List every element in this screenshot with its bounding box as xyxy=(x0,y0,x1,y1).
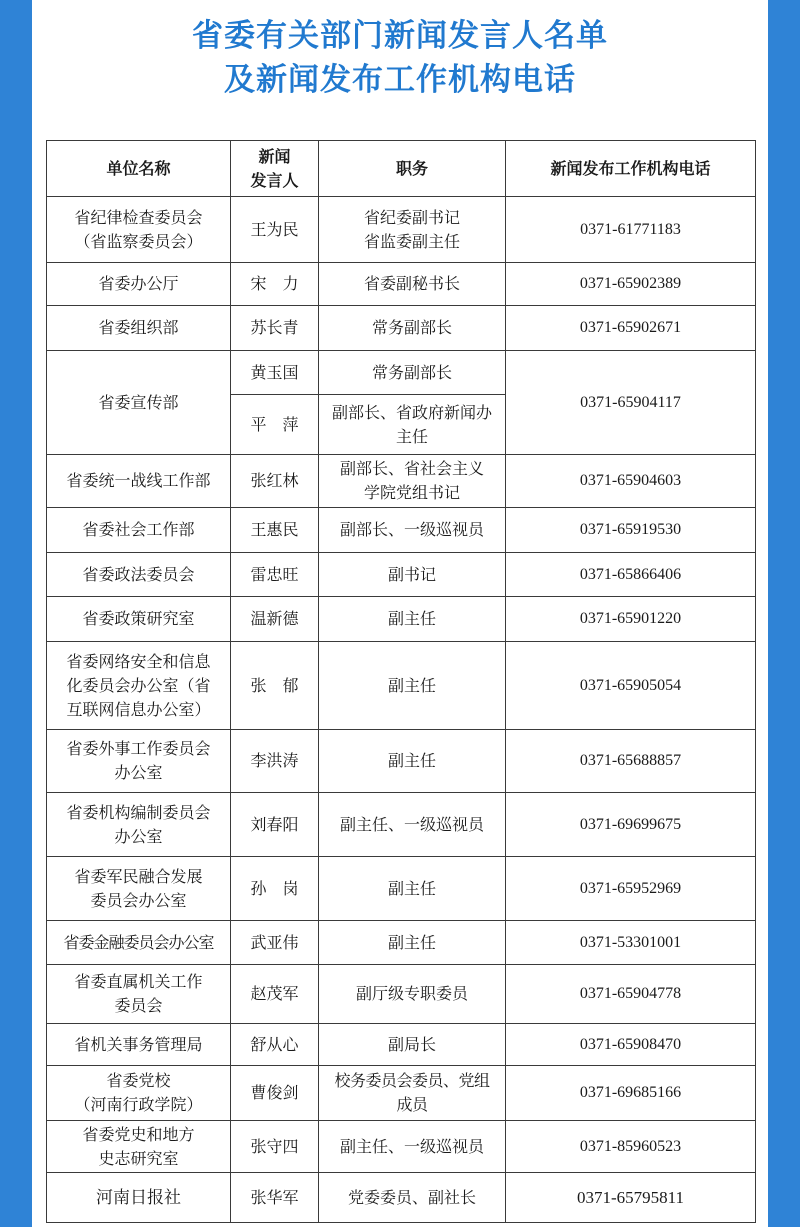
phone-cell: 0371-65904778 xyxy=(506,965,756,1024)
position-cell: 副厅级专职委员 xyxy=(319,965,506,1024)
position-line: 成员 xyxy=(396,1095,428,1114)
unit-line: 省纪律检查委员会 xyxy=(74,207,203,227)
page-title-line-2: 及新闻发布工作机构电话 xyxy=(224,62,576,98)
speaker-cell: 舒从心 xyxy=(231,1024,319,1066)
table-row xyxy=(47,351,756,395)
position-cell: 常务副部长 xyxy=(319,306,506,351)
position-cell: 党委委员、副社长 xyxy=(319,1173,506,1223)
position-cell xyxy=(319,455,506,508)
unit-line: （河南行政学院） xyxy=(74,1095,203,1114)
unit-line: 化委员会办公室（省 xyxy=(66,675,211,695)
unit-cell xyxy=(47,197,231,263)
table-row xyxy=(47,197,756,263)
phone-cell: 0371-69699675 xyxy=(506,793,756,857)
speaker-cell: 王为民 xyxy=(231,197,319,263)
speaker-cell: 曹俊剑 xyxy=(231,1066,319,1121)
unit-line: 委员会办公室 xyxy=(90,890,187,910)
position-line: 副部长、省政府新闻办 xyxy=(331,402,492,422)
header-spokesperson xyxy=(231,141,319,197)
table-row xyxy=(47,455,756,508)
unit-cell: 省委政策研究室 xyxy=(47,597,231,642)
phone-cell: 0371-69685166 xyxy=(506,1066,756,1121)
header-phone: 新闻发布工作机构电话 xyxy=(506,141,756,197)
unit-cell: 河南日报社 xyxy=(47,1173,231,1223)
phone-cell: 0371-65904117 xyxy=(506,351,756,455)
unit-line: 省委党史和地方 xyxy=(82,1124,195,1144)
unit-line: 办公室 xyxy=(114,763,163,782)
unit-cell: 省机关事务管理局 xyxy=(47,1024,231,1066)
document-page xyxy=(32,0,768,1227)
speaker-cell: 黄玉国 xyxy=(231,351,319,395)
phone-cell: 0371-65688857 xyxy=(506,730,756,793)
unit-line: 省委外事工作委员会 xyxy=(66,739,211,758)
position-line: 省监委副主任 xyxy=(363,231,460,251)
phone-cell: 0371-53301001 xyxy=(506,921,756,965)
unit-cell xyxy=(47,857,231,921)
speaker-cell: 平 萍 xyxy=(231,395,319,455)
table-row xyxy=(47,1024,756,1066)
unit-cell: 省委组织部 xyxy=(47,306,231,351)
table-row xyxy=(47,857,756,921)
phone-cell: 0371-85960523 xyxy=(506,1121,756,1173)
header-unit: 单位名称 xyxy=(47,141,231,197)
table-row xyxy=(47,508,756,553)
position-cell xyxy=(319,197,506,263)
position-line: 副部长、省社会主义 xyxy=(339,459,484,478)
unit-cell xyxy=(47,642,231,730)
position-cell: 省委副秘书长 xyxy=(319,263,506,306)
table-row xyxy=(47,553,756,597)
position-cell xyxy=(319,395,506,455)
table-row xyxy=(47,306,756,351)
unit-cell: 省委宣传部 xyxy=(47,351,231,455)
speaker-cell: 李洪涛 xyxy=(231,730,319,793)
unit-line: 办公室 xyxy=(114,826,163,846)
phone-cell: 0371-65919530 xyxy=(506,508,756,553)
right-border-band xyxy=(768,0,800,1227)
unit-line: 互联网信息办公室） xyxy=(66,699,211,719)
table-row xyxy=(47,263,756,306)
unit-cell xyxy=(47,965,231,1024)
unit-cell xyxy=(47,1121,231,1173)
unit-line: 省委机构编制委员会 xyxy=(66,802,211,822)
speaker-cell: 宋 力 xyxy=(231,263,319,306)
speaker-cell: 孙 岗 xyxy=(231,857,319,921)
unit-line: 省委直属机关工作 xyxy=(74,972,203,991)
left-border-band xyxy=(0,0,32,1227)
position-cell xyxy=(319,1066,506,1121)
table-row xyxy=(47,1066,756,1121)
position-line: 学院党组书记 xyxy=(363,483,460,502)
unit-cell: 省委社会工作部 xyxy=(47,508,231,553)
position-cell: 副主任 xyxy=(319,730,506,793)
unit-line: 史志研究室 xyxy=(98,1148,179,1168)
phone-cell: 0371-65904603 xyxy=(506,455,756,508)
speaker-cell: 张 郁 xyxy=(231,642,319,730)
position-cell: 副主任 xyxy=(319,921,506,965)
position-cell: 副主任 xyxy=(319,642,506,730)
position-cell: 副主任 xyxy=(319,857,506,921)
speaker-cell: 温新德 xyxy=(231,597,319,642)
unit-line: 省委党校 xyxy=(106,1071,171,1090)
table-row xyxy=(47,730,756,793)
phone-cell: 0371-65901220 xyxy=(506,597,756,642)
phone-cell: 0371-61771183 xyxy=(506,197,756,263)
position-cell: 副主任、一级巡视员 xyxy=(319,1121,506,1173)
table-row xyxy=(47,1173,756,1223)
unit-cell: 省委统一战线工作部 xyxy=(47,455,231,508)
phone-cell: 0371-65902389 xyxy=(506,263,756,306)
unit-cell xyxy=(47,793,231,857)
table-row xyxy=(47,1121,756,1173)
table-header-row xyxy=(47,141,756,197)
position-cell: 副部长、一级巡视员 xyxy=(319,508,506,553)
unit-cell xyxy=(47,730,231,793)
table-row xyxy=(47,965,756,1024)
header-position: 职务 xyxy=(319,141,506,197)
unit-line: 省委军民融合发展 xyxy=(74,866,203,886)
speaker-cell: 张守四 xyxy=(231,1121,319,1173)
speaker-cell: 张华军 xyxy=(231,1173,319,1223)
speaker-cell: 王惠民 xyxy=(231,508,319,553)
phone-cell: 0371-65908470 xyxy=(506,1024,756,1066)
speaker-cell: 雷忠旺 xyxy=(231,553,319,597)
table-row xyxy=(47,642,756,730)
position-cell: 副局长 xyxy=(319,1024,506,1066)
unit-cell: 省委办公厅 xyxy=(47,263,231,306)
unit-cell: 省委政法委员会 xyxy=(47,553,231,597)
speaker-cell: 刘春阳 xyxy=(231,793,319,857)
position-cell: 常务副部长 xyxy=(319,351,506,395)
table-row xyxy=(47,793,756,857)
unit-cell: 省委金融委员会办公室 xyxy=(47,921,231,965)
phone-cell: 0371-65866406 xyxy=(506,553,756,597)
spokesperson-table xyxy=(46,140,756,1223)
phone-cell: 0371-65952969 xyxy=(506,857,756,921)
position-cell: 副主任、一级巡视员 xyxy=(319,793,506,857)
speaker-cell: 赵茂军 xyxy=(231,965,319,1024)
speaker-cell: 张红林 xyxy=(231,455,319,508)
table-row xyxy=(47,597,756,642)
unit-line: （省监察委员会） xyxy=(74,231,203,251)
page-title-line-1: 省委有关部门新闻发言人名单 xyxy=(192,18,608,54)
unit-line: 省委网络安全和信息 xyxy=(66,651,211,671)
speaker-cell: 苏长青 xyxy=(231,306,319,351)
unit-cell xyxy=(47,1066,231,1121)
phone-cell: 0371-65795811 xyxy=(506,1173,756,1223)
position-cell: 副主任 xyxy=(319,597,506,642)
header-spokesperson-line-2: 发言人 xyxy=(250,170,299,190)
unit-line: 委员会 xyxy=(114,996,163,1015)
position-line: 校务委员会委员、党组 xyxy=(334,1071,490,1090)
position-line: 省纪委副书记 xyxy=(363,207,460,227)
table-row xyxy=(47,921,756,965)
speaker-cell: 武亚伟 xyxy=(231,921,319,965)
position-cell: 副书记 xyxy=(319,553,506,597)
header-spokesperson-line-1: 新闻 xyxy=(258,146,291,166)
phone-cell: 0371-65905054 xyxy=(506,642,756,730)
phone-cell: 0371-65902671 xyxy=(506,306,756,351)
position-line: 主任 xyxy=(395,426,428,446)
